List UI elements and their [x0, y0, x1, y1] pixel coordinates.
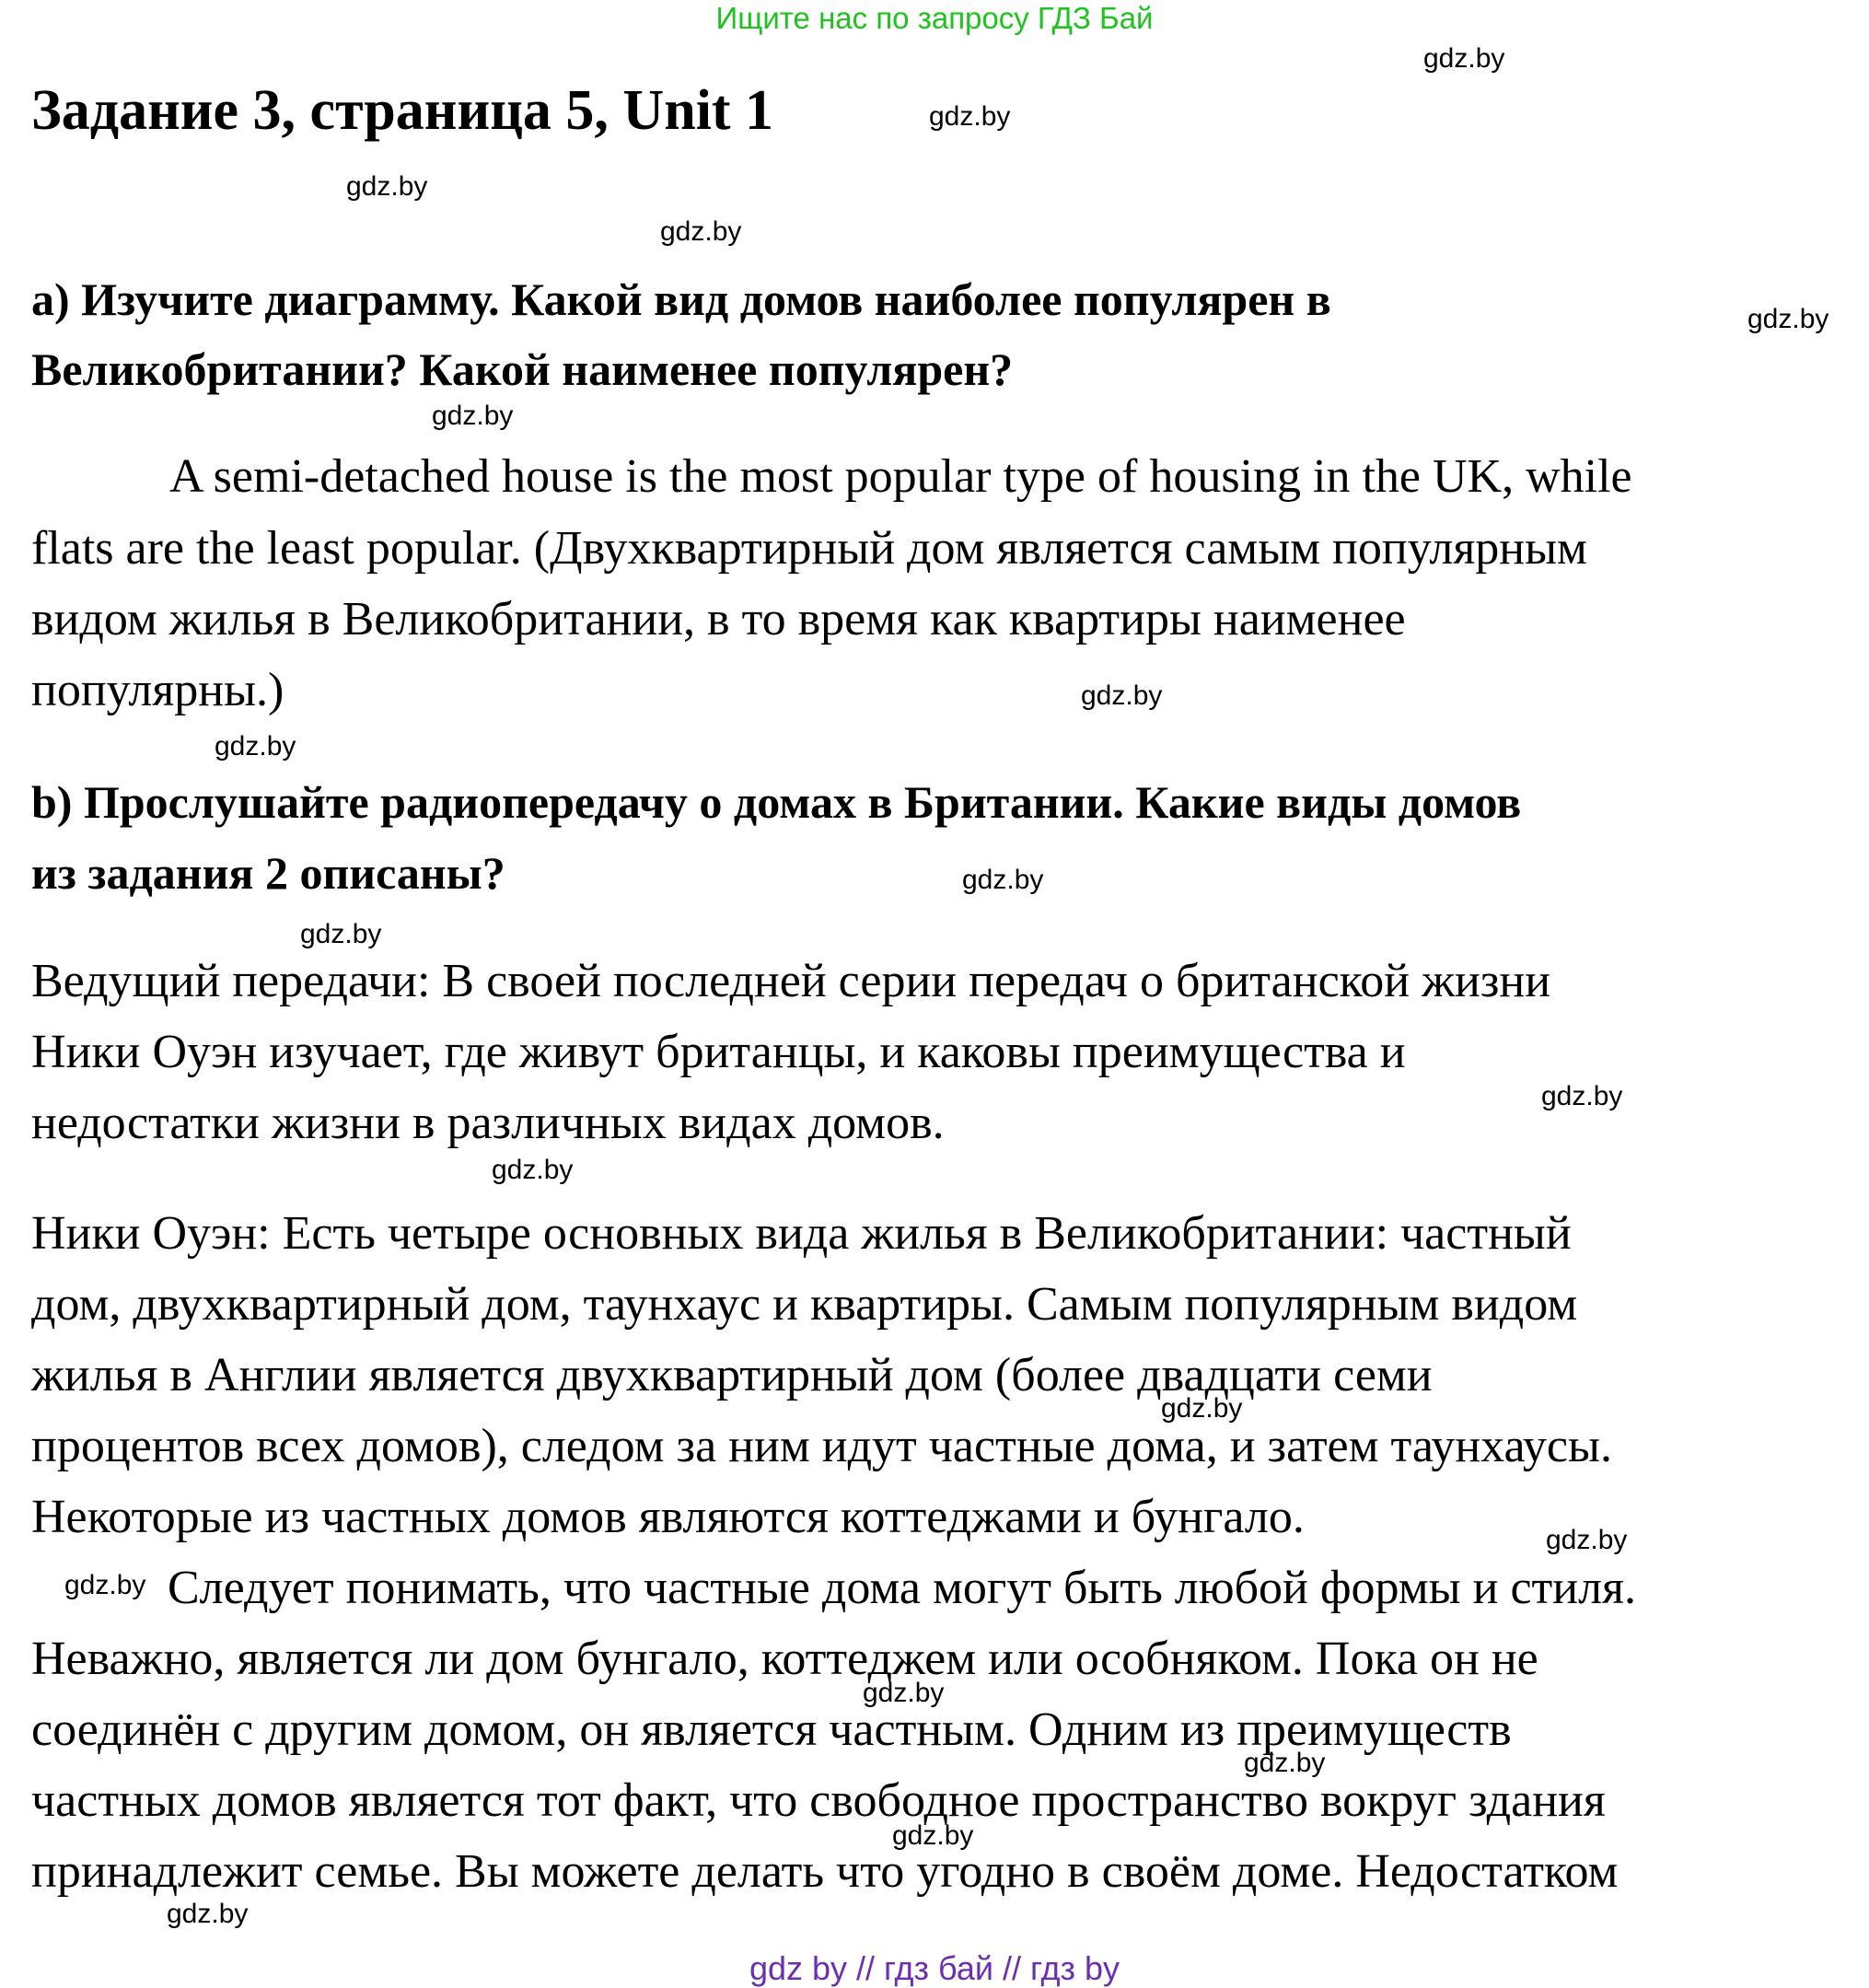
watermark: gdz.by [1747, 304, 1829, 334]
watermark: gdz.by [1541, 1081, 1623, 1111]
watermark: gdz.by [892, 1820, 974, 1851]
nicky-line-9: частных домов является тот факт, что свободное пространство вокруг здания [31, 1774, 1606, 1827]
search-banner[interactable]: Ищите нас по запросу ГДЗ Бай [715, 1, 1154, 35]
watermark: gdz.by [1546, 1525, 1628, 1555]
question-a-line-2: Великобритании? Какой наименее популярен? [31, 343, 1014, 395]
question-b-line-1: b) Прослушайте радиопередачу о домах в Британии. Какие виды домов [31, 776, 1522, 828]
question-a-line-1: a) Изучите диаграмму. Какой вид домов наиболее популярен в [31, 273, 1331, 325]
watermark: gdz.by [346, 171, 428, 202]
nicky-line-7: Неважно, является ли дом бунгало, коттеджем или особняком. Пока он не [31, 1633, 1538, 1685]
watermark: gdz.by [863, 1678, 945, 1708]
nicky-line-3: жилья в Англии является двухквартирный дом (более двадцати семи [31, 1349, 1433, 1401]
nicky-line-1: Ники Оуэн: Есть четыре основных вида жилья в Великобритании: частный [31, 1207, 1572, 1260]
footer-links[interactable]: gdz by // гдз бай // гдз by [749, 1949, 1120, 1987]
watermark: gdz.by [1161, 1393, 1243, 1424]
watermark: gdz.by [929, 101, 1011, 132]
watermark: gdz.by [215, 731, 296, 761]
watermark: gdz.by [1423, 43, 1505, 74]
watermark: gdz.by [1081, 680, 1163, 711]
watermark: gdz.by [660, 216, 742, 247]
page-title: Задание 3, страница 5, Unit 1 [31, 79, 774, 142]
answer-a-line-4: популярны.) [31, 664, 284, 716]
answer-a-line-3: видом жилья в Великобритании, в то время как квартиры наименее [31, 593, 1406, 645]
host-line-1: Ведущий передачи: В своей последней серии передач о британской жизни [31, 955, 1551, 1007]
watermark: gdz.by [492, 1155, 574, 1185]
nicky-line-6: Следует понимать, что частные дома могут быть любой формы и стиля. [168, 1562, 1636, 1614]
nicky-line-10: принадлежит семье. Вы можете делать что угодно в своём доме. Недостатком [31, 1845, 1619, 1898]
watermark: gdz.by [167, 1899, 249, 1929]
watermark: gdz.by [1244, 1748, 1326, 1778]
answer-a-line-2: flats are the least popular. (Двухквартирный дом является самым популярным [31, 522, 1587, 575]
nicky-line-5: Некоторые из частных домов являются коттеджами и бунгало. [31, 1491, 1305, 1543]
nicky-line-4: процентов всех домов), следом за ним идут частные дома, и затем таунхаусы. [31, 1420, 1612, 1472]
nicky-line-2: дом, двухквартирный дом, таунхаус и квартиры. Самым популярным видом [31, 1278, 1578, 1331]
host-line-2: Ники Оуэн изучает, где живут британцы, и каковы преимущества и [31, 1026, 1406, 1078]
watermark: gdz.by [64, 1570, 146, 1600]
nicky-line-8: соединён с другим домом, он является частным. Одним из преимуществ [31, 1703, 1512, 1756]
watermark: gdz.by [962, 865, 1044, 895]
question-b-line-2: из задания 2 описаны? [31, 847, 505, 899]
answer-a-line-1: A semi-detached house is the most popular type of housing in the UK, while [169, 450, 1632, 503]
watermark: gdz.by [300, 919, 382, 949]
watermark: gdz.by [432, 401, 514, 431]
host-line-3: недостатки жизни в различных видах домов. [31, 1097, 945, 1149]
